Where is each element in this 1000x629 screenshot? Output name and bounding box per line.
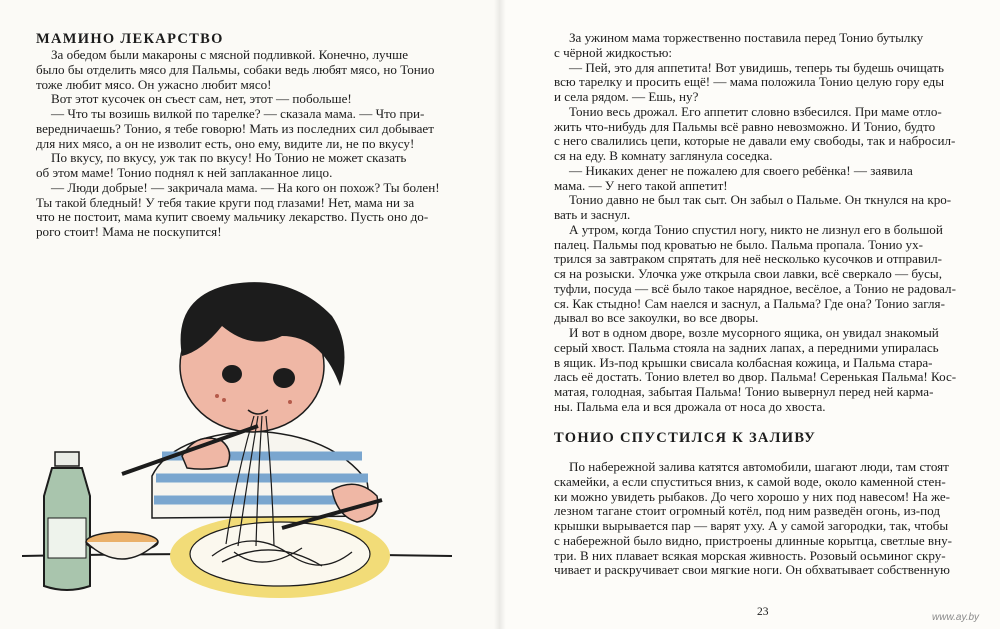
text-line: палец. Пальмы под кроватью не было. Пальма пропала. Тонио ух- bbox=[554, 236, 924, 252]
text-line: что не постоит, мама купит своему мальчику лекарство. Пусть оно до- bbox=[36, 209, 429, 225]
text-line: всю тарелку и просить ещё! — мама положила Тонио целую гору еды bbox=[554, 74, 945, 90]
text-line: Тонио весь дрожал. Его аппетит словно взбесился. При маме отло- bbox=[569, 103, 942, 119]
chapter-title-left: МАМИНО ЛЕКАРСТВО bbox=[36, 31, 224, 47]
text-line: лезном тагане стоит огромный котёл, под ним разведён огонь, из-под bbox=[554, 503, 940, 519]
text-line: и села рядом. — Ешь, ну? bbox=[554, 89, 699, 104]
text-line: По набережной залива катятся автомобили, шагают люди, там стоят bbox=[569, 459, 949, 474]
text-line: ся. Как стыдно! Сам наелся и заснул, а Пальма? Где она? Тонио загля- bbox=[554, 295, 945, 311]
text-line: Вот этот кусочек он съест сам, нет, этот — побольше! bbox=[51, 91, 352, 107]
page-number: 23 bbox=[757, 606, 769, 618]
text-line: матая, голодная, забытая Пальма! Тонио вывернул перед ней карма- bbox=[554, 384, 934, 399]
watermark: www.ay.by bbox=[932, 612, 980, 623]
text-line: для них мясо, а он не изволит есть, оно ему, видите ли, не по вкусу! bbox=[36, 135, 415, 151]
text-line: крышки вырывается пар — варят уху. А у самой загородки, так, чтобы bbox=[554, 518, 949, 533]
text-line: По вкусу, по вкусу, уж так по вкусу! Но Тонио не может сказать bbox=[51, 150, 407, 166]
text-line: было бы отделить мясо для Пальмы, собаки ведь любят мясо, но Тонио bbox=[36, 61, 435, 77]
boy-eating-spaghetti-illustration bbox=[22, 256, 462, 616]
text-line: ся на еду. В комнату заглянула соседка. bbox=[554, 148, 773, 163]
text-line: скамейки, а если спуститься вниз, к самой воде, около каменной стен- bbox=[554, 473, 946, 489]
text-line: За обедом были макароны с мясной подливкой. Конечно, лучше bbox=[51, 47, 409, 62]
text-line: — Пей, это для аппетита! Вот увидишь, теперь ты будешь очищать bbox=[569, 59, 944, 75]
right-page-text bbox=[554, 31, 956, 415]
text-line: За ужином мама торжественно поставила перед Тонио бутылку bbox=[569, 30, 924, 45]
text-line: три. В них плавает всякая морская живность. Розовый осьминог скру- bbox=[554, 547, 946, 563]
text-line: в ящик. Из-под крышки свисала колбасная кожица, и Пальма стара- bbox=[554, 354, 933, 370]
text-line: с набережной было видно, пристроены длинные корытца, светлые вну- bbox=[554, 532, 953, 548]
text-line: мама. — У него такой аппетит! bbox=[554, 177, 728, 193]
text-line: трился за завтраком спрятать для неё несколько кусочков и отправил- bbox=[554, 251, 942, 267]
text-line: чивает и раскручивает свои мягкие ноги. Он обхватывает собственную bbox=[554, 562, 950, 578]
text-line: А утром, когда Тонио спустил ногу, никто не лизнул его в большой bbox=[569, 221, 943, 237]
text-line: с него свалились цепи, которые не давали ему свободы, так и набросил- bbox=[554, 133, 956, 149]
medicine-bottle-icon bbox=[44, 452, 90, 590]
text-line: Тонио давно не был так сыт. Он забыл о Пальме. Он ткнулся на кро- bbox=[569, 192, 952, 208]
text-line: лась её достать. Тонио влетел во двор. Пальма! Серенькая Пальма! Кос- bbox=[554, 369, 957, 385]
text-line: дывал во все закоулки, во все дворы. bbox=[554, 310, 759, 326]
text-line: об этом маме! Тонио поднял к ней заплаканное лицо. bbox=[36, 165, 333, 180]
text-line: вать и заснул. bbox=[554, 207, 631, 222]
text-line: — Люди добрые! — закричала мама. — На кого он похож? Ты болен! bbox=[51, 179, 440, 195]
text-line: — Что ты возишь вилкой по тарелке? — сказала мама. — Что при- bbox=[51, 106, 425, 121]
text-line: ки можно увидеть рыбаков. До чего хорошо у них под навесом! На же- bbox=[554, 488, 951, 504]
text-line: туфли, посуда — всё было такое нарядное, весёлое, а Тонио не радовал- bbox=[554, 280, 956, 296]
right-page-text-2 bbox=[554, 460, 952, 578]
text-line: вередничаешь? Тонио, я тебе говорю! Мать из последних сил добывает bbox=[36, 120, 434, 136]
text-line: Ты такой бледный! У тебя такие круги под глазами! Нет, мама ни за bbox=[36, 194, 415, 210]
text-line: жить что-нибудь для Пальмы всё равно невозможно. И Тонио, будто bbox=[554, 118, 936, 134]
text-line: И вот в одном дворе, возле мусорного ящика, он увидал знакомый bbox=[569, 325, 939, 340]
text-line: ся на розыски. Улочка уже открыла свои лавки, всё сверкало — бусы, bbox=[554, 266, 942, 281]
chapter-title-right: ТОНИО СПУСТИЛСЯ К ЗАЛИВУ bbox=[554, 430, 817, 446]
left-page-text bbox=[36, 48, 440, 240]
text-line: — Никаких денег не пожалею для своего ребёнка! — заявила bbox=[569, 162, 913, 178]
text-line: тоже любит мясо. Он ужасно любит мясо! bbox=[36, 76, 272, 92]
text-line: с чёрной жидкостью: bbox=[554, 44, 673, 60]
text-line: рого стоит! Мама не поскупится! bbox=[36, 224, 222, 239]
boy-head-icon bbox=[180, 282, 345, 432]
text-line: ны. Пальма ела и вся дрожала от носа до хвоста. bbox=[554, 398, 826, 414]
spaghetti-plate-icon bbox=[170, 514, 390, 598]
text-line: серый хвост. Пальма стояла на задних лапах, а передними упиралась bbox=[554, 339, 939, 355]
